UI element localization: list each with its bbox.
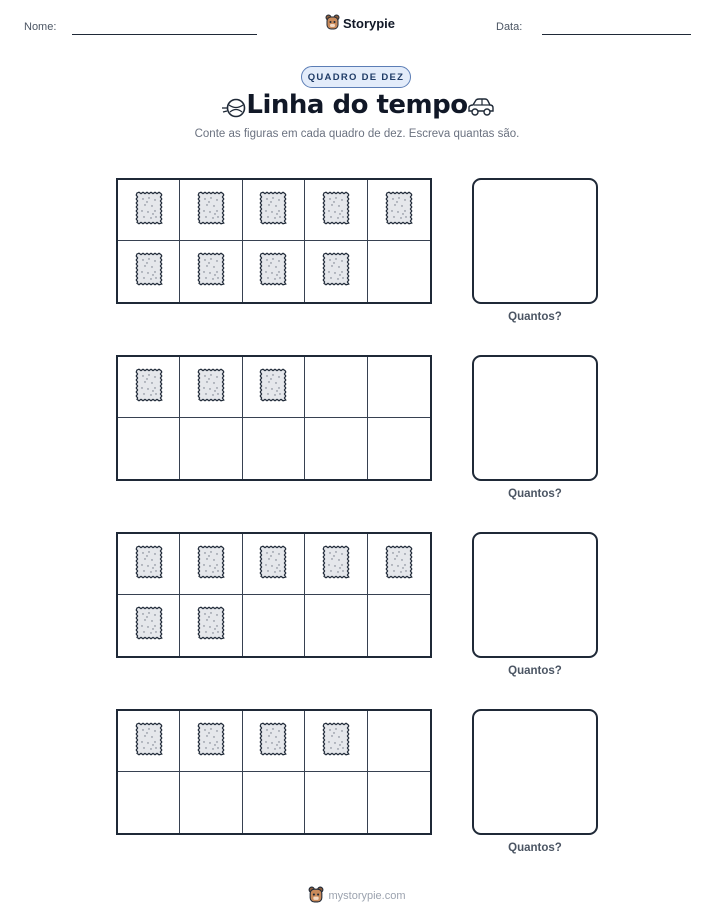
ten-frame-cell <box>368 711 430 772</box>
cracker-icon <box>135 545 163 584</box>
answer-label: Quantos? <box>508 665 562 677</box>
cracker-icon <box>385 191 413 230</box>
cracker-icon <box>135 252 163 291</box>
ten-frame-cell <box>243 180 305 241</box>
ten-frame-cell <box>180 595 242 656</box>
car-icon <box>466 96 496 123</box>
ten-frame-cell <box>368 180 430 241</box>
ten-frame-cell <box>243 711 305 772</box>
ten-frame-cell <box>368 595 430 656</box>
cracker-icon <box>135 606 163 645</box>
ten-frame-cell <box>305 180 367 241</box>
brand-logo <box>325 14 395 33</box>
ten-frame <box>116 178 432 304</box>
cracker-icon <box>322 252 350 291</box>
cracker-icon <box>197 368 225 407</box>
instructions: Conte as figuras em cada quadro de dez. Escreva quantas são. <box>194 128 520 140</box>
brand-name: Storypie <box>343 16 396 31</box>
answer-box[interactable] <box>472 532 598 658</box>
date-label: Data: <box>496 21 523 33</box>
ten-frame-cell <box>118 534 180 595</box>
ten-frame-cell <box>118 595 180 656</box>
ten-frame <box>116 532 432 658</box>
cracker-icon <box>322 191 350 230</box>
cracker-icon <box>197 191 225 230</box>
footer-url: mystorypie.com <box>328 890 406 902</box>
worksheet-type-badge: QUADRO DE DEZ <box>301 66 411 88</box>
ten-frame-cell <box>368 418 430 479</box>
answer-box[interactable] <box>472 355 598 481</box>
answer-label: Quantos? <box>508 488 562 500</box>
cracker-icon <box>259 545 287 584</box>
ten-frame-cell <box>243 418 305 479</box>
name-line[interactable] <box>72 34 257 35</box>
date-line[interactable] <box>542 34 691 35</box>
ten-frame-cell <box>180 357 242 418</box>
cracker-icon <box>197 545 225 584</box>
name-label: Nome: <box>24 21 57 33</box>
cracker-icon <box>197 722 225 761</box>
ten-frame-cell <box>305 534 367 595</box>
ten-frame-cell <box>305 241 367 302</box>
answer-box[interactable] <box>472 178 598 304</box>
ten-frame-cell <box>368 357 430 418</box>
cracker-icon <box>322 722 350 761</box>
cracker-icon <box>259 722 287 761</box>
ten-frame-cell <box>118 418 180 479</box>
ten-frame-cell <box>243 534 305 595</box>
ten-frame <box>116 355 432 481</box>
cracker-icon <box>197 252 225 291</box>
cracker-icon <box>259 191 287 230</box>
cracker-icon <box>385 545 413 584</box>
ten-frame-cell <box>243 772 305 833</box>
cracker-icon <box>259 368 287 407</box>
ten-frame-cell <box>305 357 367 418</box>
ten-frame-cell <box>118 711 180 772</box>
cracker-icon <box>259 252 287 291</box>
ten-frame-cell <box>368 534 430 595</box>
ten-frame-cell <box>118 772 180 833</box>
ten-frame-cell <box>180 711 242 772</box>
ten-frame-cell <box>118 180 180 241</box>
bear-mascot-icon <box>325 14 340 33</box>
ten-frame-cell <box>180 772 242 833</box>
answer-label: Quantos? <box>508 842 562 854</box>
ten-frame-cell <box>368 772 430 833</box>
answer-label: Quantos? <box>508 311 562 323</box>
page-title: Linha do tempo <box>246 90 468 120</box>
cracker-icon <box>135 368 163 407</box>
cracker-icon <box>197 606 225 645</box>
ten-frame <box>116 709 432 835</box>
ten-frame-cell <box>243 241 305 302</box>
footer <box>0 886 714 906</box>
answer-box[interactable] <box>472 709 598 835</box>
ten-frame-cell <box>305 711 367 772</box>
ten-frame-cell <box>118 241 180 302</box>
ten-frame-cell <box>180 418 242 479</box>
cracker-icon <box>322 545 350 584</box>
ten-frame-cell <box>243 595 305 656</box>
ten-frame-cell <box>305 418 367 479</box>
ten-frame-cell <box>180 534 242 595</box>
ten-frame-cell <box>118 357 180 418</box>
cracker-icon <box>135 722 163 761</box>
ten-frame-cell <box>180 241 242 302</box>
ten-frame-cell <box>305 595 367 656</box>
ten-frame-cell <box>180 180 242 241</box>
ten-frame-cell <box>368 241 430 302</box>
bear-mascot-icon <box>308 886 324 906</box>
cracker-icon <box>135 191 163 230</box>
ten-frame-cell <box>243 357 305 418</box>
ten-frame-cell <box>305 772 367 833</box>
